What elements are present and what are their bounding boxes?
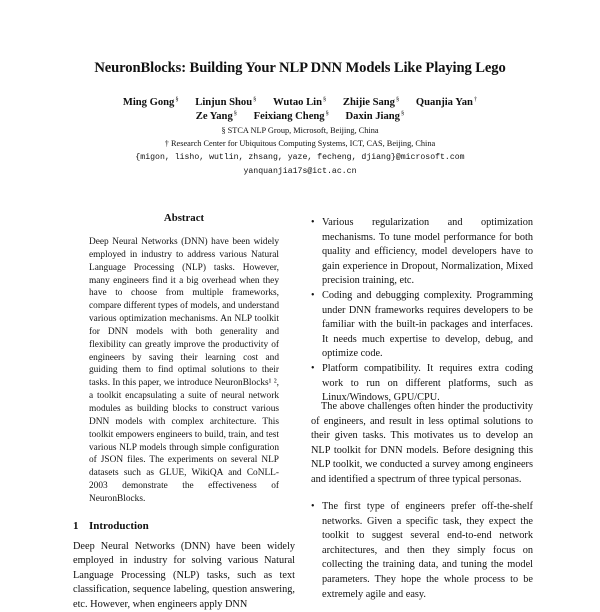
author: Wutao Lin§ [273, 96, 327, 108]
author: Quanjia Yan† [415, 96, 478, 108]
bullet-icon: • [311, 217, 315, 228]
author: Feixiang Cheng§ [253, 110, 329, 122]
author: Zhijie Sang§ [342, 96, 400, 108]
abstract-heading: Abstract [163, 212, 205, 224]
list-item: • The first type of engineers prefer off-the-shelf networks. Given a specific task, they expect the toolkit to suggest several end-to-end network architectures, and then they simply focus on collecting the training data, and tuning the model parameters. They hope the whole process to be extremely agile and easy. [311, 501, 533, 600]
abstract-body: Deep Neural Networks (DNN) have been widely employed in industry to address various Natural Language Processing (NLP) tasks. However, many engineers find it a big overhead when they have to choose from multiple frameworks, compare different types of models, and understand various optimization mechanisms. An NLP toolkit for DNN models with both generality and flexibility can greatly improve the productivity of engineers by saving their learning cost and guiding them to find optimal solutions to their tasks. In this paper, we introduce NeuronBlocks¹ ², a toolkit encapsulating a suite of neural network modules as building blocks to construct various DNN models with complex architecture. This toolkit empowers engineers to build, train, and test various NLP models through simple configuration of JSON files. The experiments on several NLP datasets such as GLUE, WikiQA and CoNLL-2003 demonstrate the effectiveness of NeuronBlocks. [89, 237, 279, 504]
author: Linjun Shou§ [195, 96, 257, 108]
author: Daxin Jiang§ [345, 110, 405, 122]
author-list-row-1 [0, 96, 600, 108]
section-title: Introduction [89, 520, 149, 532]
section-heading-introduction [73, 520, 149, 532]
introduction-paragraph: Deep Neural Networks (DNN) have been widely employed in industry for solving various Natural Language Processing (NLP) tasks, such as text classification, sequence labeling, question answering, etc. However, when engineers apply DNN [73, 541, 295, 610]
challenge-list [311, 216, 533, 406]
bullet-icon: • [311, 289, 315, 301]
author: Ming Gong§ [122, 96, 179, 108]
persona-list [311, 500, 533, 602]
motivation-paragraph: The above challenges often hinder the productivity of engineers, and result in less optimal solutions to their given tasks. This motivates us to develop an NLP toolkit for DNN models. Before designing this NLP toolkit, we conducted a survey among engineers and identified a spectrum of three typical personas. [311, 401, 533, 485]
author: Ze Yang§ [195, 110, 237, 122]
author-list-row-2 [0, 110, 600, 122]
bullet-icon: • [311, 501, 315, 512]
section-number: 1 [73, 520, 79, 532]
bullet-icon: • [311, 362, 315, 374]
list-item: • Platform compatibility. It requires extra coding work to run on different platforms, such as Linux/Windows, GPU/CPU. [311, 362, 533, 404]
affiliation-microsoft: § STCA NLP Group, Microsoft, Beijing, China [221, 126, 379, 135]
list-item: • Coding and debugging complexity. Programming under DNN frameworks requires developers to be familiar with the built-in packages and interfaces. It needs much expertise to develop, debug, and optimize code. [311, 289, 533, 360]
affiliation-ict: † Research Center for Ubiquitous Computing Systems, ICT, CAS, Beijing, China [164, 139, 436, 148]
email-microsoft: {migon, lisho, wutlin, zhsang, yaze, fecheng, djiang}@microsoft.com [135, 153, 465, 162]
email-ict: yanquanjia17s@ict.ac.cn [243, 167, 357, 176]
list-item: • Various regularization and optimization mechanisms. To tune model performance for both quality and efficiency, model developers have to gain experience in Dropout, Normalization, Mixed precision training, etc. [311, 217, 533, 287]
paper-title: NeuronBlocks: Building Your NLP DNN Models Like Playing Lego [94, 60, 506, 76]
